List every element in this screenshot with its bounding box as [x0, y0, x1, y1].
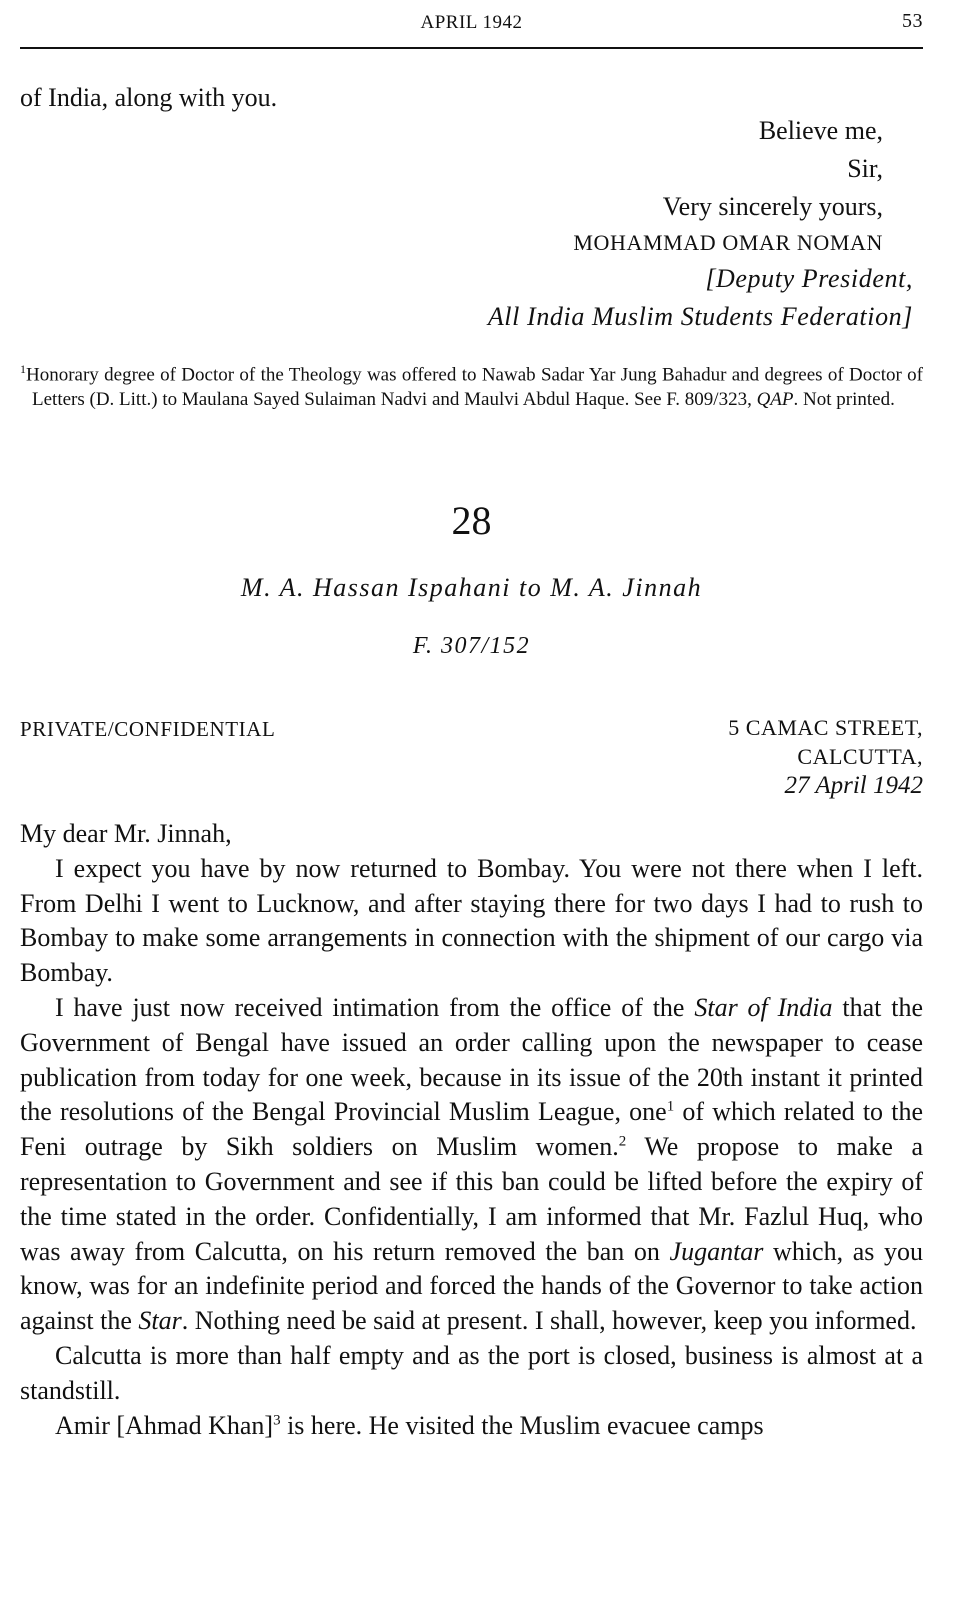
p2-text-b: that the Government of Bengal have issued an order calling upon the newspaper to cease publication from today for one week, because in its issue of the 20th instant it printed the resolutions of the Bengal Provincial Muslim League, one — [20, 992, 923, 1127]
p2-text-a: I have just now received intimation from the office of the — [55, 992, 695, 1022]
letter-body — [20, 817, 923, 1443]
letter-closing — [487, 112, 913, 336]
paragraph-4 — [20, 1409, 923, 1444]
book-page — [20, 0, 923, 1605]
footnote-marker: 1 — [20, 362, 26, 376]
footnote-1 — [20, 357, 923, 412]
p2-text-c: of which related to the Feni outrage by Sikh soldiers on Muslim women. — [20, 1097, 923, 1162]
p2-star-of-india: Star of India — [694, 992, 833, 1022]
closing-yours: Very sincerely yours, — [662, 192, 883, 221]
paragraph-1: I expect you have by now returned to Bombay. You were not there when I left. From Delhi I went to Lucknow, and after staying there for two days I had to rush to Bombay to make some arrangements in connection with the shipment of our cargo via Bombay. — [20, 853, 923, 988]
address-line-2: CALCUTTA, — [797, 744, 923, 769]
p2-text-f: . Nothing need be said at present. I shall, however, keep you informed. — [181, 1306, 917, 1336]
footnote-ref-3: 3 — [273, 1411, 281, 1428]
document-heading: M. A. Hassan Ispahani to M. A. Jinnah — [240, 573, 703, 602]
address-line-1: 5 CAMAC STREET, — [728, 715, 923, 740]
signatory-designation: [Deputy President, — [705, 264, 913, 293]
letter-date: 27 April 1942 — [784, 772, 923, 799]
paragraph-3: Calcutta is more than half empty and as the port is closed, business is almost at a standstill. — [20, 1340, 923, 1405]
signatory-organization: All India Muslim Students Federation] — [487, 302, 913, 331]
footnote-ref-1: 1 — [666, 1098, 675, 1115]
continuation-text: of India, along with you. — [20, 83, 278, 112]
p4-text-a: Amir [Ahmad Khan] — [55, 1410, 274, 1440]
footnote-text-italic: QAP — [756, 389, 794, 411]
closing-believe: Believe me, — [758, 116, 883, 145]
footnote-text-a: Honorary degree of Doctor of the Theology was offered to Nawab Sadar Yar Jung Bahadur and degrees of Doctor of Letters (D. Litt.) to Maulana Sayed Sulaiman Nadvi and Maulvi Abdul Haque. See F. 809/323, — [26, 364, 923, 411]
p4-text-b: is here. He visited the Muslim evacuee camps — [280, 1410, 764, 1440]
page-number: 53 — [902, 10, 923, 32]
header-rule — [20, 47, 923, 49]
running-head — [20, 10, 923, 40]
p2-star: Star — [138, 1306, 182, 1336]
closing-sir: Sir, — [847, 154, 883, 183]
running-head-title: APRIL 1942 — [420, 12, 523, 33]
classification-label: PRIVATE/CONFIDENTIAL — [20, 717, 276, 741]
p2-text-d: We propose to make a representation to Government and see if this ban could be lifted before the expiry of the time stated in the order. Confidentially, I am informed that Mr. Fazlul Huq, who was away from Calcutta, on his return removed the ban on — [20, 1132, 923, 1266]
paragraph-2 — [20, 991, 923, 1339]
document-file-reference: F. 307/152 — [412, 633, 531, 659]
p2-text-e: which, as you know, was for an indefinite period and forced the hands of the Governor to take action against the — [20, 1236, 923, 1336]
p2-jugantar: Jugantar — [669, 1236, 764, 1266]
salutation: My dear Mr. Jinnah, — [20, 819, 232, 848]
footnote-text-b: . Not printed. — [793, 389, 895, 411]
sender-address — [728, 713, 923, 800]
footnote-ref-2: 2 — [618, 1133, 627, 1150]
signatory-name: MOHAMMAD OMAR NOMAN — [573, 230, 883, 255]
document-number: 28 — [451, 498, 492, 543]
